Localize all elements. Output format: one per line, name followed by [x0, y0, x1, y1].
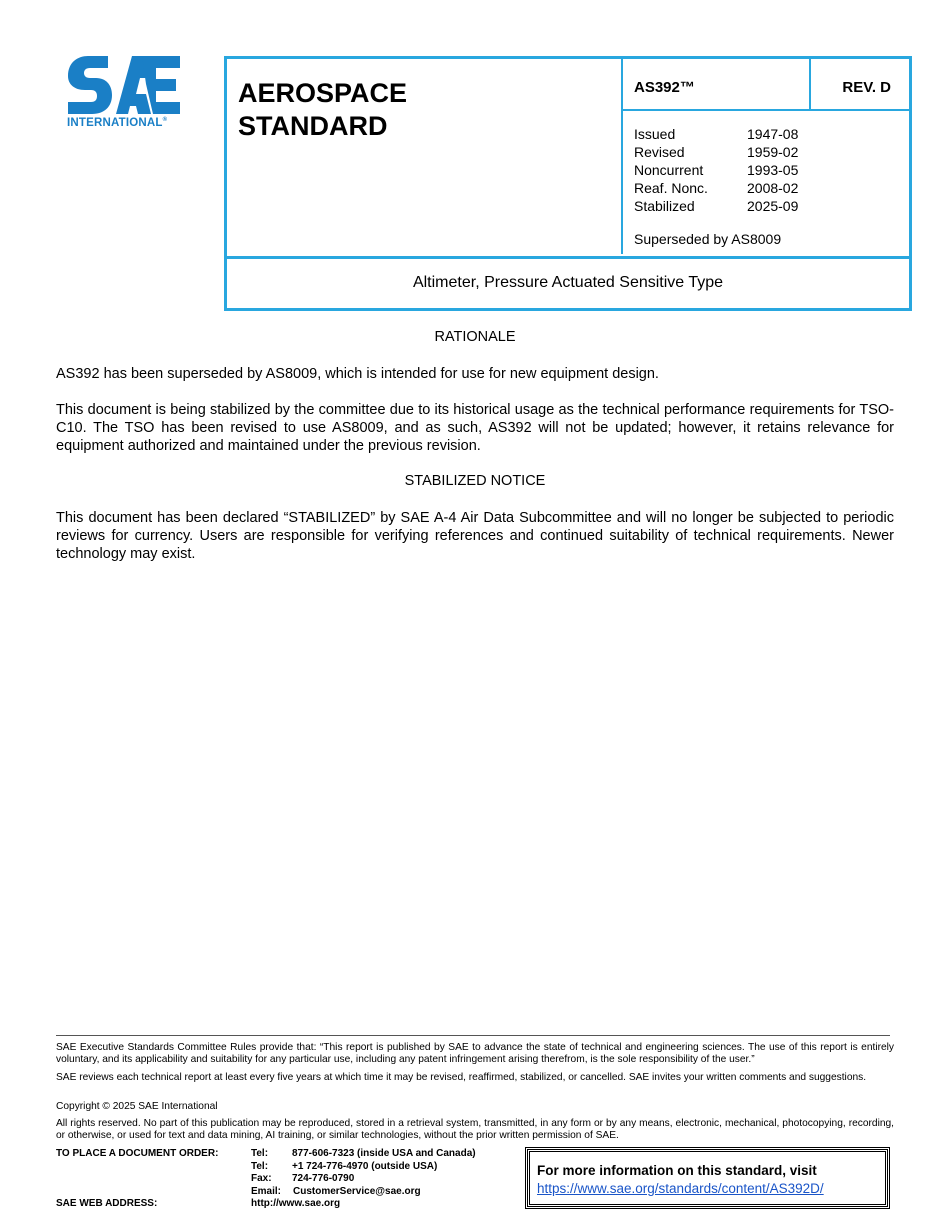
document-type-title: [238, 77, 407, 143]
date-row: Noncurrent 1993-05: [634, 162, 799, 178]
contact-labels: Tel: Tel: Fax: Email:: [251, 1148, 282, 1197]
order-label: TO PLACE A DOCUMENT ORDER:: [56, 1148, 219, 1159]
web-address-label: SAE WEB ADDRESS:: [56, 1198, 158, 1209]
stabilized-notice-paragraph: This document has been declared “STABILIZED” by SAE A-4 Air Data Subcommittee and will no longer be subjected to periodic reviews for currency. Users are responsible for verifying references and continued suitability of technical requirements. Newer technology may exist.: [56, 510, 894, 562]
contact-values: [292, 1148, 476, 1186]
email-link[interactable]: CustomerService@sae.org: [293, 1185, 421, 1197]
superseded-by: Superseded by AS8009: [634, 231, 782, 247]
review-policy-text: SAE reviews each technical report at least every five years at which time it may be revised, reaffirmed, stabilized, or cancelled. SAE invites your written comments and suggestions.: [56, 1072, 867, 1083]
document-subtitle: Altimeter, Pressure Actuated Sensitive Type: [412, 274, 724, 291]
web-address-link[interactable]: http://www.sae.org: [251, 1198, 341, 1209]
rationale-paragraph-1: AS392 has been superseded by AS8009, which is intended for use for new equipment design.: [56, 366, 659, 382]
logo-wordmark: INTERNATIONAL®: [67, 117, 168, 129]
revision-cell: [811, 59, 909, 111]
rationale-heading: RATIONALE: [434, 329, 516, 345]
date-row: Issued 1947-08: [634, 126, 799, 142]
standard-url-link[interactable]: https://www.sae.org/standards/content/AS392D/: [537, 1181, 824, 1196]
sae-logo-mark-icon: [66, 54, 182, 116]
more-info-title: For more information on this standard, visit: [537, 1163, 817, 1178]
date-row: Revised 1959-02: [634, 144, 799, 160]
sae-logo: [66, 54, 188, 134]
date-history: [623, 111, 909, 254]
fax: 724-776-0790: [292, 1173, 355, 1184]
phone-us: 877-606-7323 (inside USA and Canada): [292, 1148, 476, 1159]
stabilized-notice-heading: STABILIZED NOTICE: [404, 473, 546, 489]
footer-divider: [56, 1035, 890, 1036]
rationale-paragraph-2: This document is being stabilized by the committee due to its historical usage as the technical performance requirements for TSO-C10. The TSO has been revised to use AS8009, and as such, AS392 will not be updated; however, it retains relevance for equipment authorized and maintained under the previous revision.: [56, 402, 894, 454]
doc-id-cell: [623, 59, 811, 111]
date-row: Stabilized 2025-09: [634, 198, 799, 214]
copyright-text: Copyright © 2025 SAE International: [56, 1101, 218, 1112]
phone-intl: +1 724-776-4970 (outside USA): [292, 1160, 438, 1172]
title-line-2: STANDARD: [238, 111, 388, 141]
title-line-1: AEROSPACE: [238, 78, 408, 108]
header-box: [224, 56, 912, 311]
revision: REV. D: [842, 79, 891, 96]
more-info-box: [527, 1149, 888, 1207]
document-subtitle-cell: [227, 256, 909, 308]
rights-text: All rights reserved. No part of this publication may be reproduced, stored in a retrieval system, transmitted, in any form or by any means, electronic, mechanical, photocopying, recording, or otherwise, or used for text and data mining, AI training, or similar technologies, without the prior written permission of SAE.: [56, 1118, 894, 1141]
date-row: Reaf. Nonc. 2008-02: [634, 180, 799, 196]
committee-rules-text: SAE Executive Standards Committee Rules provide that: “This report is published by SAE to advance the state of technical and engineering sciences. The use of this report is entirely voluntary, and its applicability and suitability for any particular use, including any patent infringement arising therefrom, is the sole responsibility of the user.”: [56, 1042, 894, 1065]
header-title-cell: [227, 59, 623, 254]
doc-id: AS392™: [634, 79, 695, 96]
